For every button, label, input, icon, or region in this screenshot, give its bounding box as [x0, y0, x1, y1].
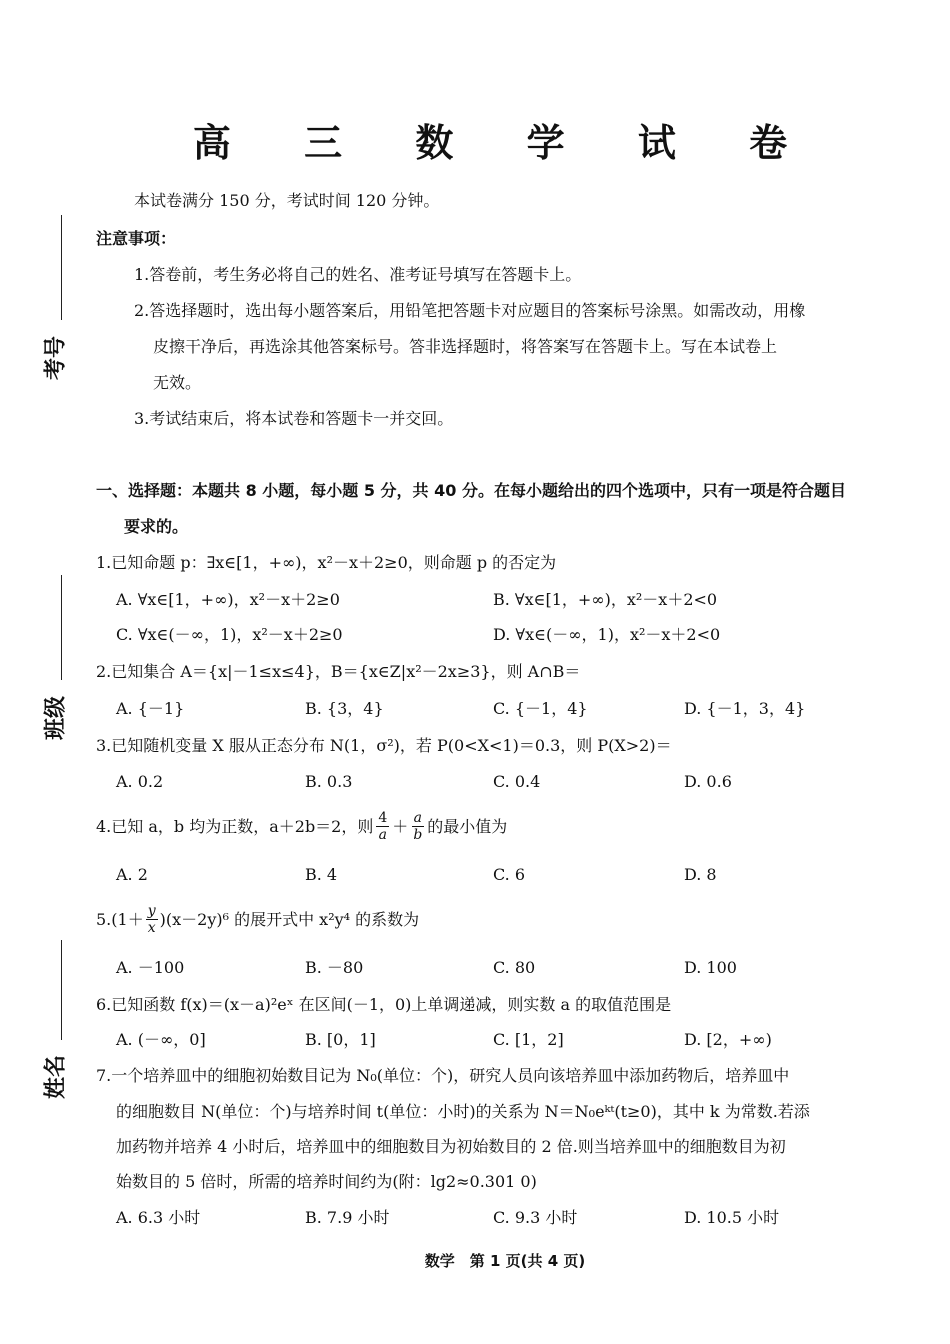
class-label: 班级: [43, 695, 69, 741]
option-c: C. [1，2]: [493, 1030, 564, 1049]
notice-item: 无效。: [153, 373, 202, 392]
stem-text: )(x－2y)⁶ 的展开式中 x²y⁴ 的系数为: [159, 909, 420, 929]
option-b: B. －80: [305, 958, 364, 977]
option-a: A. {－1}: [116, 699, 185, 718]
question-stem-cont: 加药物并培养 4 小时后，培养皿中的细胞数目为初始数目的 2 倍.则当培养皿中的细胞数目为初: [116, 1137, 786, 1156]
question-stem: 6.已知函数 f(x)＝(x－a)²eˣ 在区间(－1，0)上单调递减，则实数 a 的取值范围是: [96, 995, 672, 1014]
stem-text: 的最小值为: [427, 816, 508, 836]
page-title: 高 三 数 学 试 卷: [192, 121, 818, 165]
class-line: [61, 575, 62, 680]
option-b: B. {3，4}: [305, 699, 384, 718]
option-c: C. ∀x∈(－∞，1)，x²－x＋2≥0: [116, 625, 343, 644]
question-stem: [96, 810, 507, 843]
fraction-numerator: 4: [378, 810, 388, 826]
name-line: [61, 940, 62, 1040]
plus-sign: ＋: [392, 816, 409, 836]
fraction-numerator: a: [413, 810, 422, 826]
option-a: A. ∀x∈[1，+∞)，x²－x＋2≥0: [116, 590, 340, 609]
option-d: D. [2，+∞): [684, 1030, 772, 1049]
fraction: [376, 810, 389, 843]
stem-text: 4.已知 a，b 均为正数，a＋2b＝2，则: [96, 816, 374, 836]
option-d: D. {－1，3，4}: [684, 699, 806, 718]
exam-no-field: [32, 215, 72, 395]
option-b: B. 0.3: [305, 772, 353, 791]
question-stem: 7.一个培养皿中的细胞初始数目记为 N₀(单位：个)，研究人员向该培养皿中添加药物后，培养皿中: [96, 1066, 790, 1085]
option-d: D. 100: [684, 958, 737, 977]
notice-item: 3.考试结束后，将本试卷和答题卡一并交回。: [134, 409, 454, 428]
option-b: B. ∀x∈[1，+∞)，x²－x＋2<0: [493, 590, 718, 609]
fraction-denominator: x: [147, 920, 156, 936]
notice-item: 皮擦干净后，再选涂其他答案标号。答非选择题时，将答案写在答题卡上。写在本试卷上: [153, 337, 778, 356]
section-heading: 一、选择题：本题共 8 小题，每小题 5 分，共 40 分。在每小题给出的四个选项中，只有一项是符合题目: [96, 481, 846, 500]
section-heading-cont: 要求的。: [124, 517, 189, 536]
question-stem: [96, 903, 419, 936]
option-d: D. 10.5 小时: [684, 1208, 780, 1227]
option-d: D. ∀x∈(－∞，1)，x²－x＋2<0: [493, 625, 721, 644]
option-a: A. 0.2: [116, 772, 164, 791]
option-c: C. 0.4: [493, 772, 541, 791]
stem-text: 5.(1＋: [96, 909, 144, 929]
option-a: A. 2: [116, 865, 148, 884]
option-a: A. －100: [116, 958, 185, 977]
question-stem-cont: 始数目的 5 倍时，所需的培养时间约为(附：lg2≈0.301 0): [116, 1172, 537, 1191]
page-footer: 数学 第 1 页(共 4 页): [424, 1252, 586, 1270]
notice-heading: 注意事项：: [96, 229, 177, 248]
option-b: B. [0，1]: [305, 1030, 376, 1049]
question-stem: 3.已知随机变量 X 服从正态分布 N(1，σ²)，若 P(0<X<1)＝0.3，则 P(X>2)＝: [96, 736, 672, 755]
notice-item: 1.答卷前，考生务必将自己的姓名、准考证号填写在答题卡上。: [134, 265, 582, 284]
intro-text: 本试卷满分 150 分，考试时间 120 分钟。: [134, 191, 440, 210]
fraction: [146, 903, 158, 936]
option-c: C. 6: [493, 865, 526, 884]
option-c: C. {－1，4}: [493, 699, 588, 718]
option-d: D. 0.6: [684, 772, 732, 791]
notice-item: 2.答选择题时，选出每小题答案后，用铅笔把答题卡对应题目的答案标号涂黑。如需改动，用橡: [134, 301, 806, 320]
exam-no-line: [61, 215, 62, 320]
option-c: C. 80: [493, 958, 536, 977]
fraction: [411, 810, 424, 843]
class-field: [32, 575, 72, 755]
exam-no-label: 考号: [43, 335, 69, 381]
fraction-denominator: b: [413, 827, 423, 843]
option-b: B. 4: [305, 865, 338, 884]
fraction-denominator: a: [378, 827, 388, 843]
question-stem: 2.已知集合 A＝{x|－1≤x≤4}，B＝{x∈Z|x²－2x≥3}，则 A∩B＝: [96, 662, 581, 681]
option-a: A. (－∞，0]: [116, 1030, 206, 1049]
option-c: C. 9.3 小时: [493, 1208, 578, 1227]
option-b: B. 7.9 小时: [305, 1208, 390, 1227]
fraction-numerator: y: [147, 903, 156, 919]
option-d: D. 8: [684, 865, 717, 884]
question-stem-cont: 的细胞数目 N(单位：个)与培养时间 t(单位：小时)的关系为 N＝N₀eᵏᵗ(t≥0)，其中 k 为常数.若添: [116, 1102, 810, 1121]
name-label: 姓名: [43, 1054, 69, 1100]
option-a: A. 6.3 小时: [116, 1208, 201, 1227]
name-field: [32, 940, 72, 1120]
question-stem: 1.已知命题 p：∃x∈[1，+∞)，x²－x＋2≥0，则命题 p 的否定为: [96, 553, 557, 572]
